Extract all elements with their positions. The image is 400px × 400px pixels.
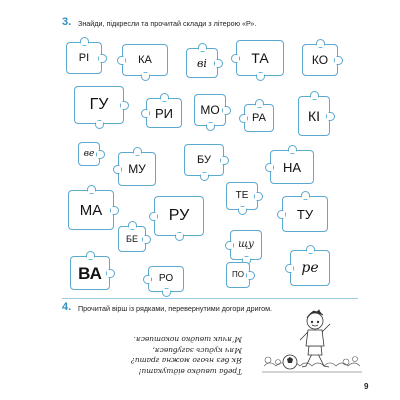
syllable-label: БУ (197, 153, 211, 166)
puzzle-piece[interactable] (122, 44, 168, 76)
puzzle-piece[interactable] (184, 144, 224, 176)
syllable-label: ГУ (89, 96, 109, 113)
syllable-label: ве (83, 148, 95, 159)
puzzle-piece[interactable] (70, 256, 110, 290)
puzzle-piece[interactable] (118, 226, 146, 252)
boy-with-soccer-ball-icon (262, 304, 362, 376)
syllable-label: РО (158, 273, 174, 284)
upside-down-poem (62, 318, 242, 376)
syllable-label: ПО (232, 270, 244, 279)
syllable-label: КО (311, 53, 329, 67)
syllable-label: ТЕ (235, 190, 249, 201)
syllable-label: ре (301, 260, 319, 276)
puzzle-piece[interactable] (282, 196, 328, 232)
task-3-number: 3. (62, 16, 72, 28)
syllable-label: БЕ (126, 233, 138, 244)
puzzle-piece[interactable] (146, 98, 182, 128)
puzzle-piece[interactable] (302, 44, 338, 76)
puzzle-piece[interactable] (226, 262, 250, 288)
syllable-label: щу (238, 239, 254, 250)
puzzle-piece[interactable] (78, 142, 100, 166)
poem-line: Мяч кудись загубився, (152, 346, 242, 355)
puzzle-piece[interactable] (226, 182, 258, 210)
puzzle-piece[interactable] (236, 40, 284, 76)
syllable-label: МА (79, 201, 103, 219)
puzzle-piece[interactable] (270, 150, 314, 184)
page-number: 9 (364, 382, 369, 391)
syllable-label: КА (138, 53, 152, 66)
syllable-label: ТА (251, 50, 269, 66)
puzzle-piece[interactable] (148, 266, 184, 292)
syllable-label: ТУ (296, 206, 314, 222)
syllable-label: РУ (168, 207, 190, 224)
puzzle-piece[interactable] (230, 230, 262, 260)
task-4-number: 4. (62, 301, 72, 313)
syllable-label: НА (282, 159, 302, 175)
syllable-label: МУ (128, 162, 146, 176)
puzzle-piece[interactable] (66, 42, 102, 74)
syllable-label: ві (197, 56, 207, 70)
puzzle-piece[interactable] (298, 96, 330, 136)
syllable-label: КІ (307, 108, 321, 124)
syllable-label: РА (252, 111, 266, 124)
syllable-label: РИ (154, 105, 173, 121)
task-4-instruction: Прочитай вірш із рядками, перевернутими догори дригом. (78, 304, 273, 313)
section-divider (62, 298, 358, 299)
puzzle-piece[interactable] (74, 86, 124, 124)
poem-line: М’ячик швидко покотився. (133, 335, 242, 345)
puzzle-piece[interactable] (118, 152, 156, 186)
puzzle-piece[interactable] (194, 94, 226, 126)
poem-line: Як без нього можна грати? (130, 356, 242, 366)
puzzle-piece[interactable] (154, 196, 204, 236)
syllable-label: МО (200, 103, 220, 117)
syllable-label: РІ (78, 51, 90, 64)
puzzle-piece[interactable] (68, 190, 114, 230)
poem-line: Треба швидко відшукати! (138, 367, 242, 376)
puzzle-piece[interactable] (244, 104, 274, 132)
syllable-label: ВА (78, 263, 102, 283)
puzzle-piece[interactable] (290, 250, 330, 286)
task-3-instruction: Знайди, підкресли та прочитай склади з літерою «Р». (78, 19, 257, 28)
puzzle-piece[interactable] (186, 48, 218, 78)
